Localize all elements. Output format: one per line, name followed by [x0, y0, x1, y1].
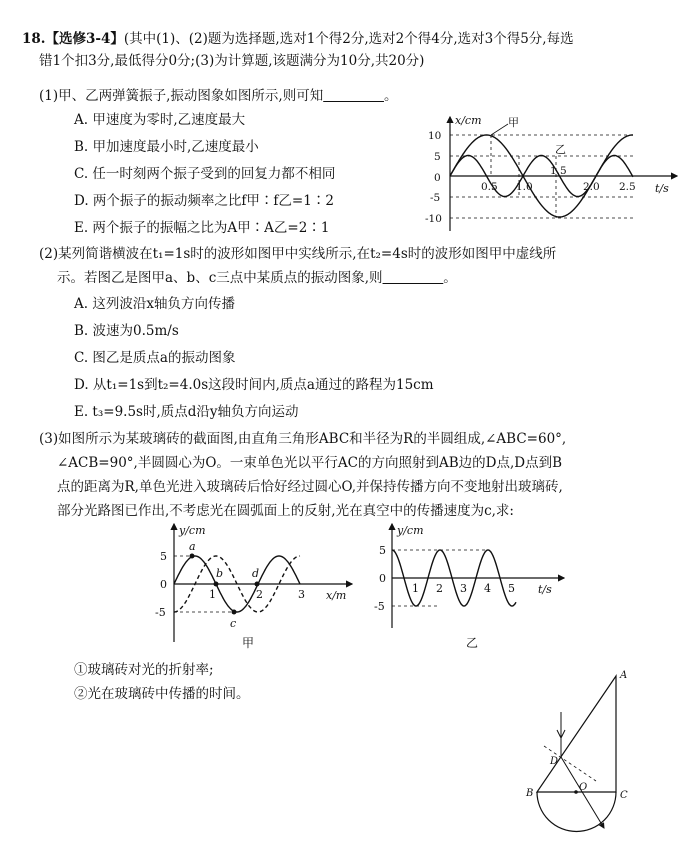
- jia-xlabel: x/m: [326, 589, 347, 602]
- q18-line2: 错1个扣3分,最低得分0分;(3)为计算题,该题满分为10分,共20分): [39, 53, 425, 69]
- part1-stem-text: (1)甲、乙两弹簧振子,振动图象如图所示,则可知: [39, 88, 324, 104]
- yi-xtick-5: 5: [508, 582, 515, 595]
- label-B: B: [526, 788, 534, 799]
- part3-q1: ①玻璃砖对光的折射率;: [74, 662, 214, 678]
- center-o: [574, 790, 578, 794]
- graph-ylabel: x/cm: [455, 114, 482, 127]
- xtick-2.0: 2.0: [583, 181, 600, 193]
- part1-option-d: D. 两个振子的振动频率之比f甲∶f乙=1∶2: [74, 193, 334, 209]
- yi-xtick-2: 2: [436, 582, 443, 595]
- part1-end: 。: [383, 88, 398, 104]
- part2-option-b: B. 波速为0.5m/s: [74, 323, 179, 339]
- yi-xlabel: t/s: [538, 583, 552, 596]
- yi-ytick-0: 0: [379, 572, 386, 585]
- vibration-figure-yi: [368, 520, 568, 650]
- label-jia: 甲: [508, 116, 519, 129]
- part2-blank: _________: [382, 270, 444, 286]
- question-number: 18.: [22, 31, 46, 47]
- yi-ytick-m5: -5: [374, 600, 385, 613]
- part2-option-a: A. 这列波沿x轴负方向传播: [74, 296, 235, 312]
- part1-option-a: A. 甲速度为零时,乙速度最大: [74, 112, 246, 128]
- ytick-5: 5: [434, 151, 441, 163]
- part3-q2: ②光在玻璃砖中传播的时间。: [74, 686, 250, 702]
- glass-brick-figure: [520, 668, 690, 863]
- label-d: d: [252, 567, 260, 580]
- part2-option-e: E. t₃=9.5s时,质点d沿y轴负方向运动: [74, 404, 299, 420]
- yi-ylabel: y/cm: [397, 524, 424, 537]
- label-A: A: [620, 670, 628, 681]
- part2-stem2: [57, 269, 457, 287]
- part2-stem2-text: 示。若图乙是图甲a、b、c三点中某质点的振动图象,则: [57, 270, 383, 286]
- part2-option-d: D. 从t₁=1s到t₂=4.0s这段时间内,质点a通过的路程为15cm: [74, 377, 434, 393]
- jia-caption: 甲: [242, 636, 255, 650]
- xtick-1.0: 1.0: [516, 181, 533, 193]
- point-c: [232, 610, 237, 615]
- graph-xlabel: t/s: [655, 182, 669, 195]
- jia-ytick-5: 5: [160, 550, 167, 563]
- xtick-2.5: 2.5: [619, 181, 636, 193]
- jia-ytick-0: 0: [160, 578, 167, 591]
- ytick-10: 10: [428, 130, 442, 142]
- part2-stem1: (2)某列简谐横波在t₁=1s时的波形如图甲中实线所示,在t₂=4s时的波形如图甲中虚线所: [39, 246, 557, 262]
- jia-xtick-2: 2: [256, 588, 263, 601]
- jia-ytick-m5: -5: [155, 606, 166, 619]
- yi-xtick-3: 3: [460, 582, 467, 595]
- part3-line4: 部分光路图已作出,不考虑光在圆弧面上的反射,光在真空中的传播速度为c,求:: [57, 503, 514, 519]
- yi-xtick-4: 4: [484, 582, 491, 595]
- q18-line1: [22, 30, 574, 48]
- oscillation-graph: [425, 113, 687, 235]
- part1-option-b: B. 甲加速度最小时,乙速度最小: [74, 139, 259, 155]
- point-a: [190, 554, 195, 559]
- part3-line3: 点的距离为R,单色光进入玻璃砖后恰好经过圆心O,并保持传播方向不变地射出玻璃砖,: [57, 479, 563, 495]
- point-d: [255, 582, 260, 587]
- question-intro: (其中(1)、(2)题为选择题,选对1个得2分,选对2个得4分,选对3个得5分,每选: [123, 31, 574, 47]
- jia-xtick-1: 1: [209, 588, 216, 601]
- semicircle: [537, 792, 616, 832]
- triangle-abc: [537, 676, 616, 792]
- part3-line1: (3)如图所示为某玻璃砖的截面图,由直角三角形ABC和半径为R的半圆组成,∠ABC=60°,: [39, 431, 567, 447]
- part1-option-c: C. 任一时刻两个振子受到的回复力都不相同: [74, 166, 336, 182]
- label-O: O: [579, 782, 588, 793]
- label-c: c: [230, 617, 237, 630]
- xtick-0.5: 0.5: [481, 181, 498, 193]
- label-a: a: [189, 540, 196, 553]
- label-D: D: [550, 756, 559, 767]
- wave-figure-jia: [140, 520, 355, 650]
- point-b: [214, 582, 219, 587]
- label-b: b: [216, 567, 224, 580]
- yi-ytick-5: 5: [379, 544, 386, 557]
- jia-xtick-3: 3: [298, 588, 305, 601]
- ytick-m5: -5: [430, 192, 441, 204]
- yi-xtick-1: 1: [412, 582, 419, 595]
- part2-option-c: C. 图乙是质点a的振动图象: [74, 350, 236, 366]
- part1-option-e: E. 两个振子的振幅之比为A甲∶A乙=2∶1: [74, 220, 330, 236]
- question-tag: 【选修3-4】: [45, 31, 124, 47]
- part2-end: 。: [443, 270, 457, 286]
- part1-stem: [39, 87, 397, 105]
- yi-caption: 乙: [466, 636, 479, 650]
- part3-line2: ∠ACB=90°,半圆圆心为O。一束单色光以平行AC的方向照射到AB边的D点,D点到B: [57, 455, 563, 471]
- xtick-1.5: 1.5: [550, 165, 567, 177]
- ytick-0: 0: [434, 172, 441, 184]
- jia-ylabel: y/cm: [179, 524, 206, 537]
- ytick-m10: -10: [425, 213, 442, 225]
- label-yi: 乙: [555, 143, 566, 156]
- label-C: C: [620, 790, 628, 801]
- part1-blank: _________: [323, 88, 384, 104]
